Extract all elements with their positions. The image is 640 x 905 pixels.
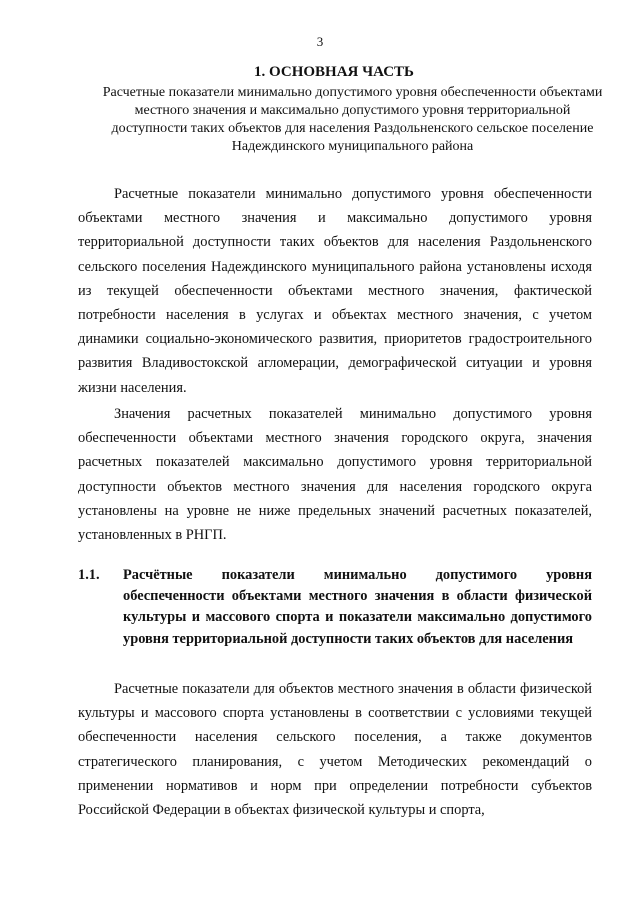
body-paragraph-1: Расчетные показатели минимально допустимого уровня обеспеченности объектами местного значения и максимально допустимого уровня территориальной доступности таких объектов для населения Раздольненского сельского поселения Надеждинского муниципального района установлены исходя из текущей обеспеченности объектами местного значения, фактической потребности населения в услугах и объектах местного значения, с учетом динамики социально-экономического развития, приоритетов градостроительного развития Владивостокской агломерации, демографической ситуации и уровня жизни населения.: [78, 186, 592, 396]
section-heading: [78, 565, 592, 650]
section-title: Расчётные показатели минимально допустимого уровня обеспеченности объектами местного значения в области физической культуры и массового спорта и показатели максимально допустимого уровня территориальной доступности таких объектов для населения: [123, 567, 592, 647]
page-subtitle: Расчетные показатели минимально допустимого уровня обеспеченности объектами местного значения и максимально допустимого уровня территориальной доступности таких объектов для населения Раздольненского сельское поселение Надеждинского муниципального района: [102, 85, 603, 154]
body-paragraph-2: Значения расчетных показателей минимально допустимого уровня обеспеченности объектами местного значения городского округа, значения расчетных показателей максимально допустимого уровня территориальной доступности объектов местного значения для населения городского округа установлены на уровне не ниже предельных значений расчетных показателей, установленных в РНГП.: [78, 406, 592, 544]
section-paragraph: Расчетные показатели для объектов местного значения в области физической культуры и массового спорта установлены в соответствии с условиями текущей обеспеченности населения сельского поселения, а также документов стратегического планирования, с учетом Методических рекомендаций о применении нормативов и норм при определении потребности субъектов Российской Федерации в объектах физической культуры и спорта,: [78, 681, 592, 819]
page-number: 3: [316, 34, 324, 49]
page-heading: 1. ОСНОВНАЯ ЧАСТЬ: [254, 64, 414, 80]
section-number: 1.1.: [78, 567, 100, 583]
